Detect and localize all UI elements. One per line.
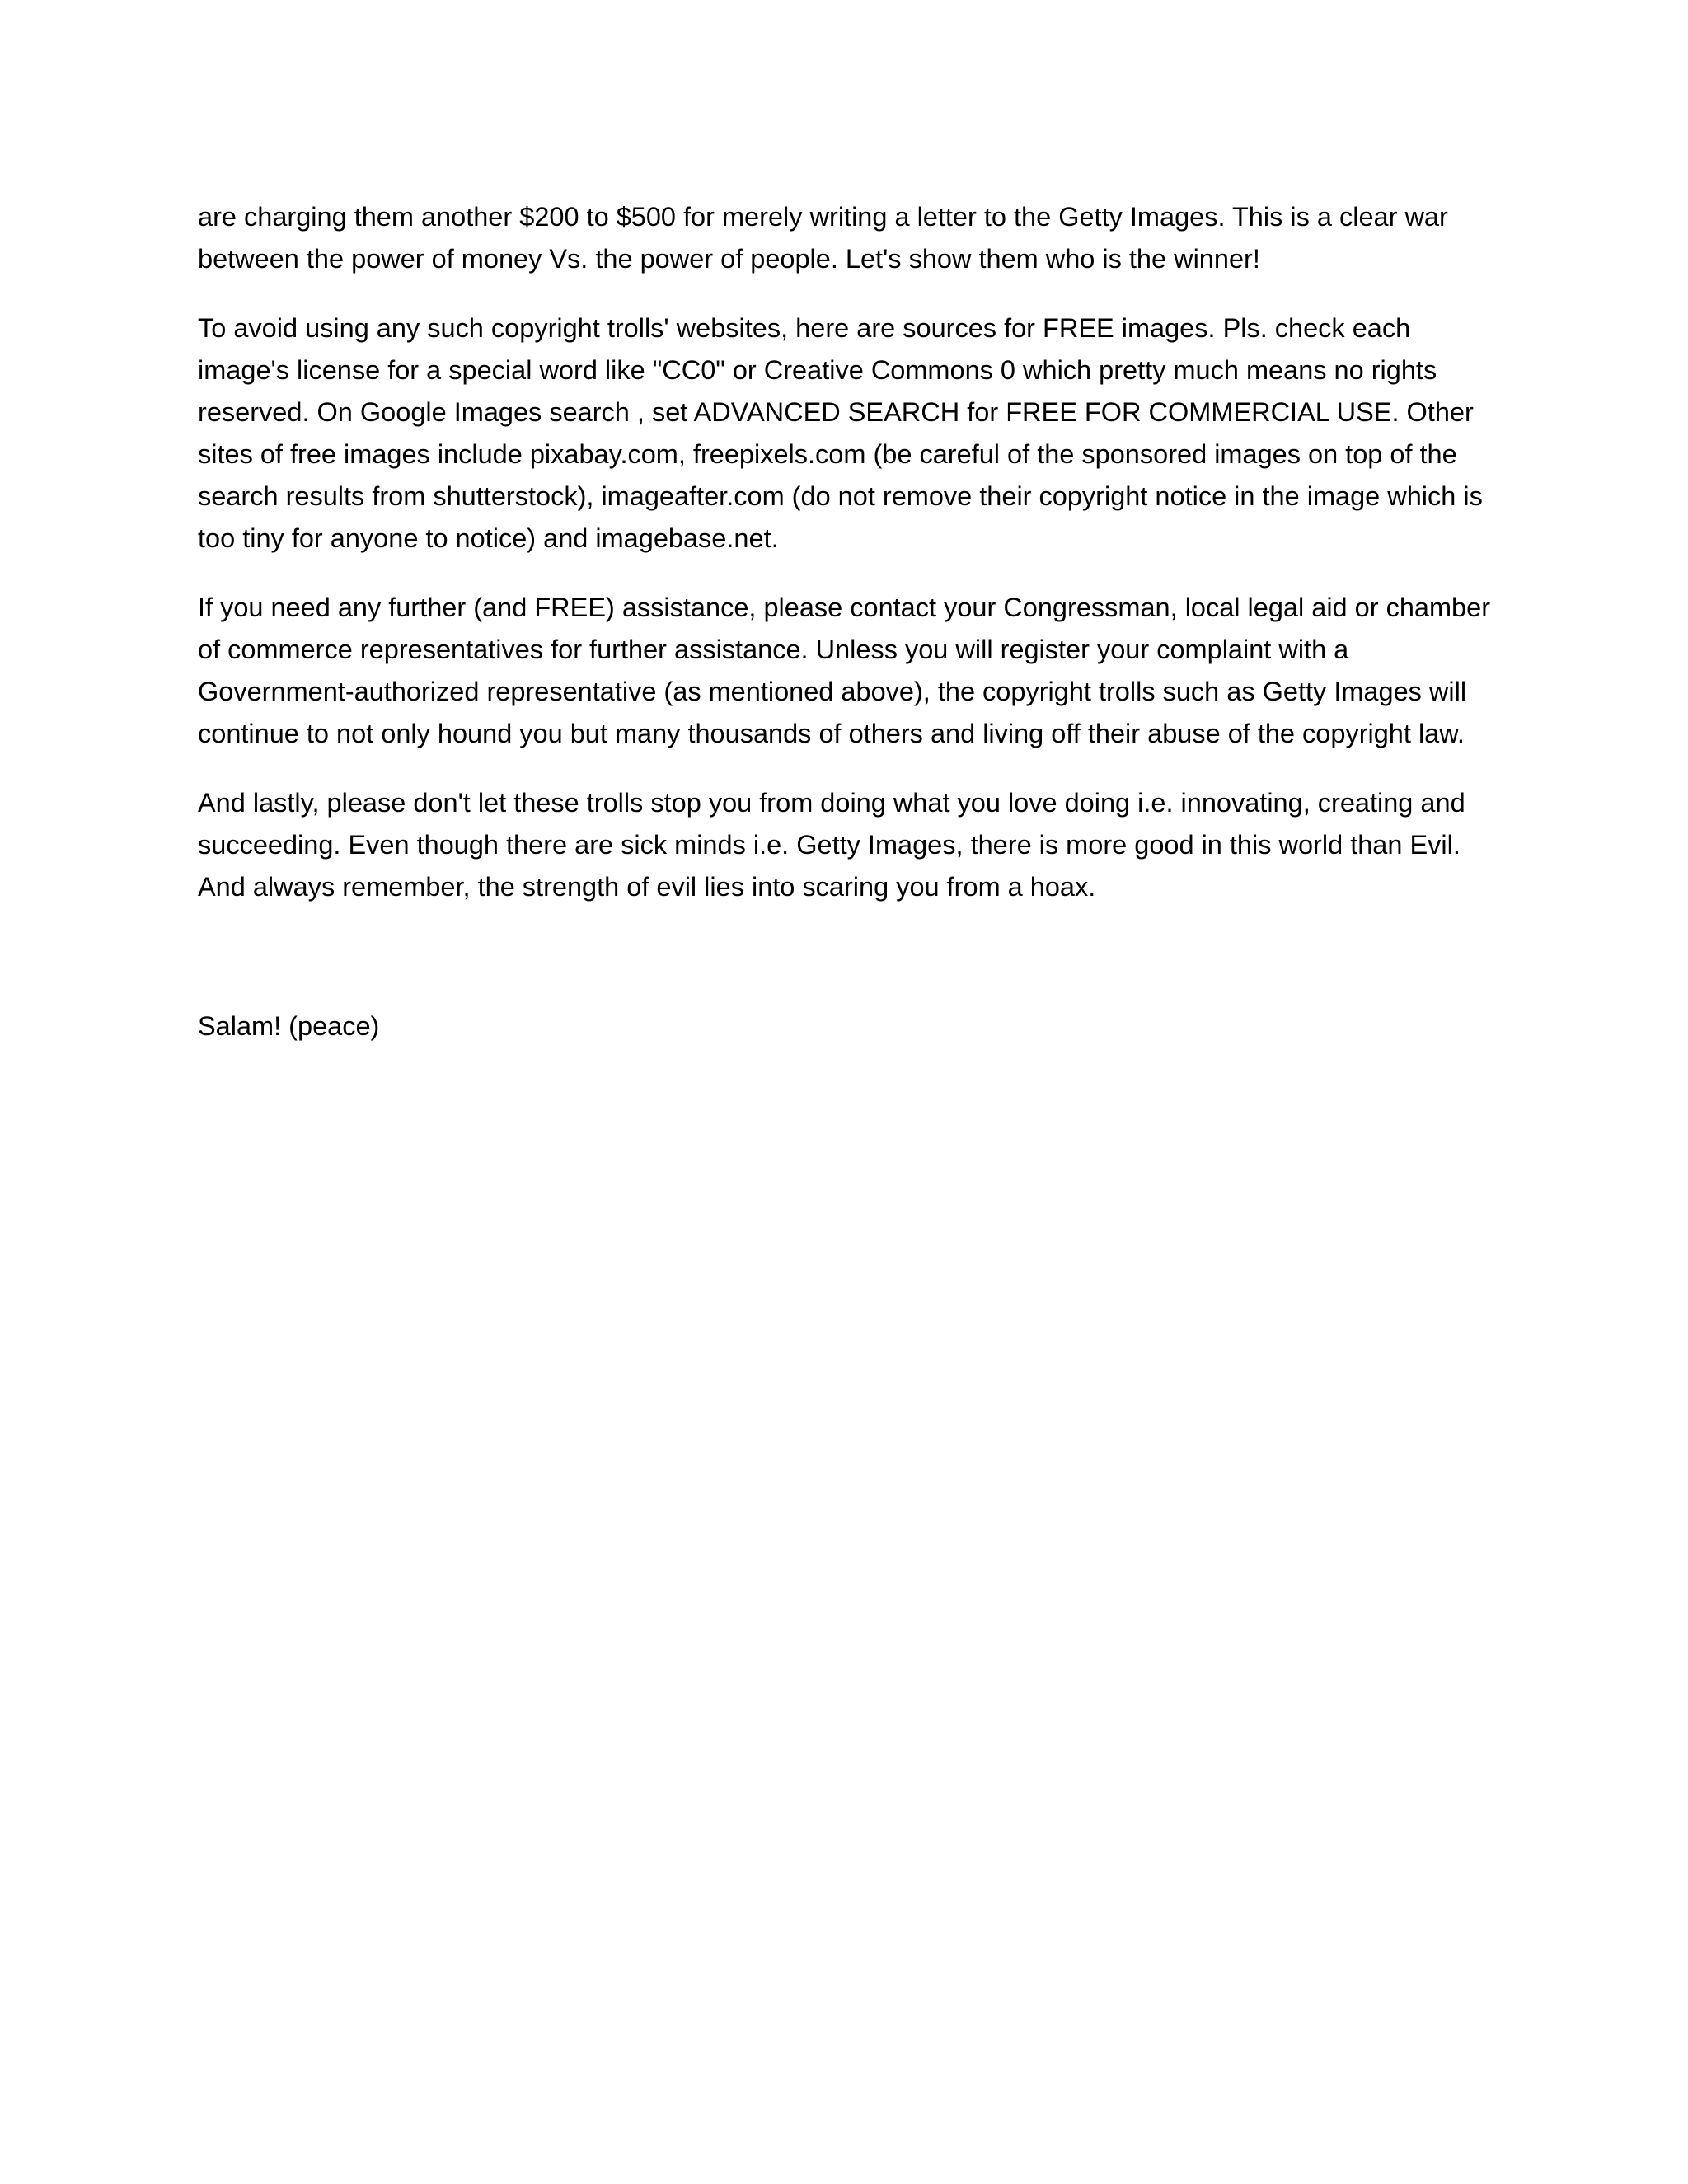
signoff: Salam! (peace) — [198, 1011, 380, 1041]
paragraph-closing: And lastly, please don't let these trolls stop you from doing what you love doing i.e. innovating, creating and succeeding. Even though there are sick minds i.e. Getty Images, there is more good in this world than Evil. And always remember, the strength of evil lies into scaring you from a hoax. — [198, 788, 1465, 902]
document-body — [198, 196, 1500, 1075]
paragraph-further-assistance: If you need any further (and FREE) assistance, please contact your Congressman, local legal aid or chamber of commerce representatives for further assistance. Unless you will register your complaint with a Government-authorized representative (as mentioned above), the copyright trolls such as Getty Images will continue to not only hound you but many thousands of others and living off their abuse of the copyright law. — [198, 593, 1491, 748]
paragraph-continuation: are charging them another $200 to $500 for merely writing a letter to the Getty Images. This is a clear war between the power of money Vs. the power of people. Let's show them who is the winner! — [198, 202, 1448, 274]
paragraph-free-image-sources: To avoid using any such copyright trolls' websites, here are sources for FREE images. Pls. check each image's license for a special word like "CC0" or Creative Commons 0 which pretty much means no rights reserved. On Google Images search , set ADVANCED SEARCH for FREE FOR COMMERCIAL USE. Other sites of free images include pixabay.com, freepixels.com (be careful of the sponsored images on top of the search results from shutterstock), imageafter.com (do not remove their copyright notice in the image which is too tiny for anyone to notice) and imagebase.net. — [198, 313, 1483, 553]
